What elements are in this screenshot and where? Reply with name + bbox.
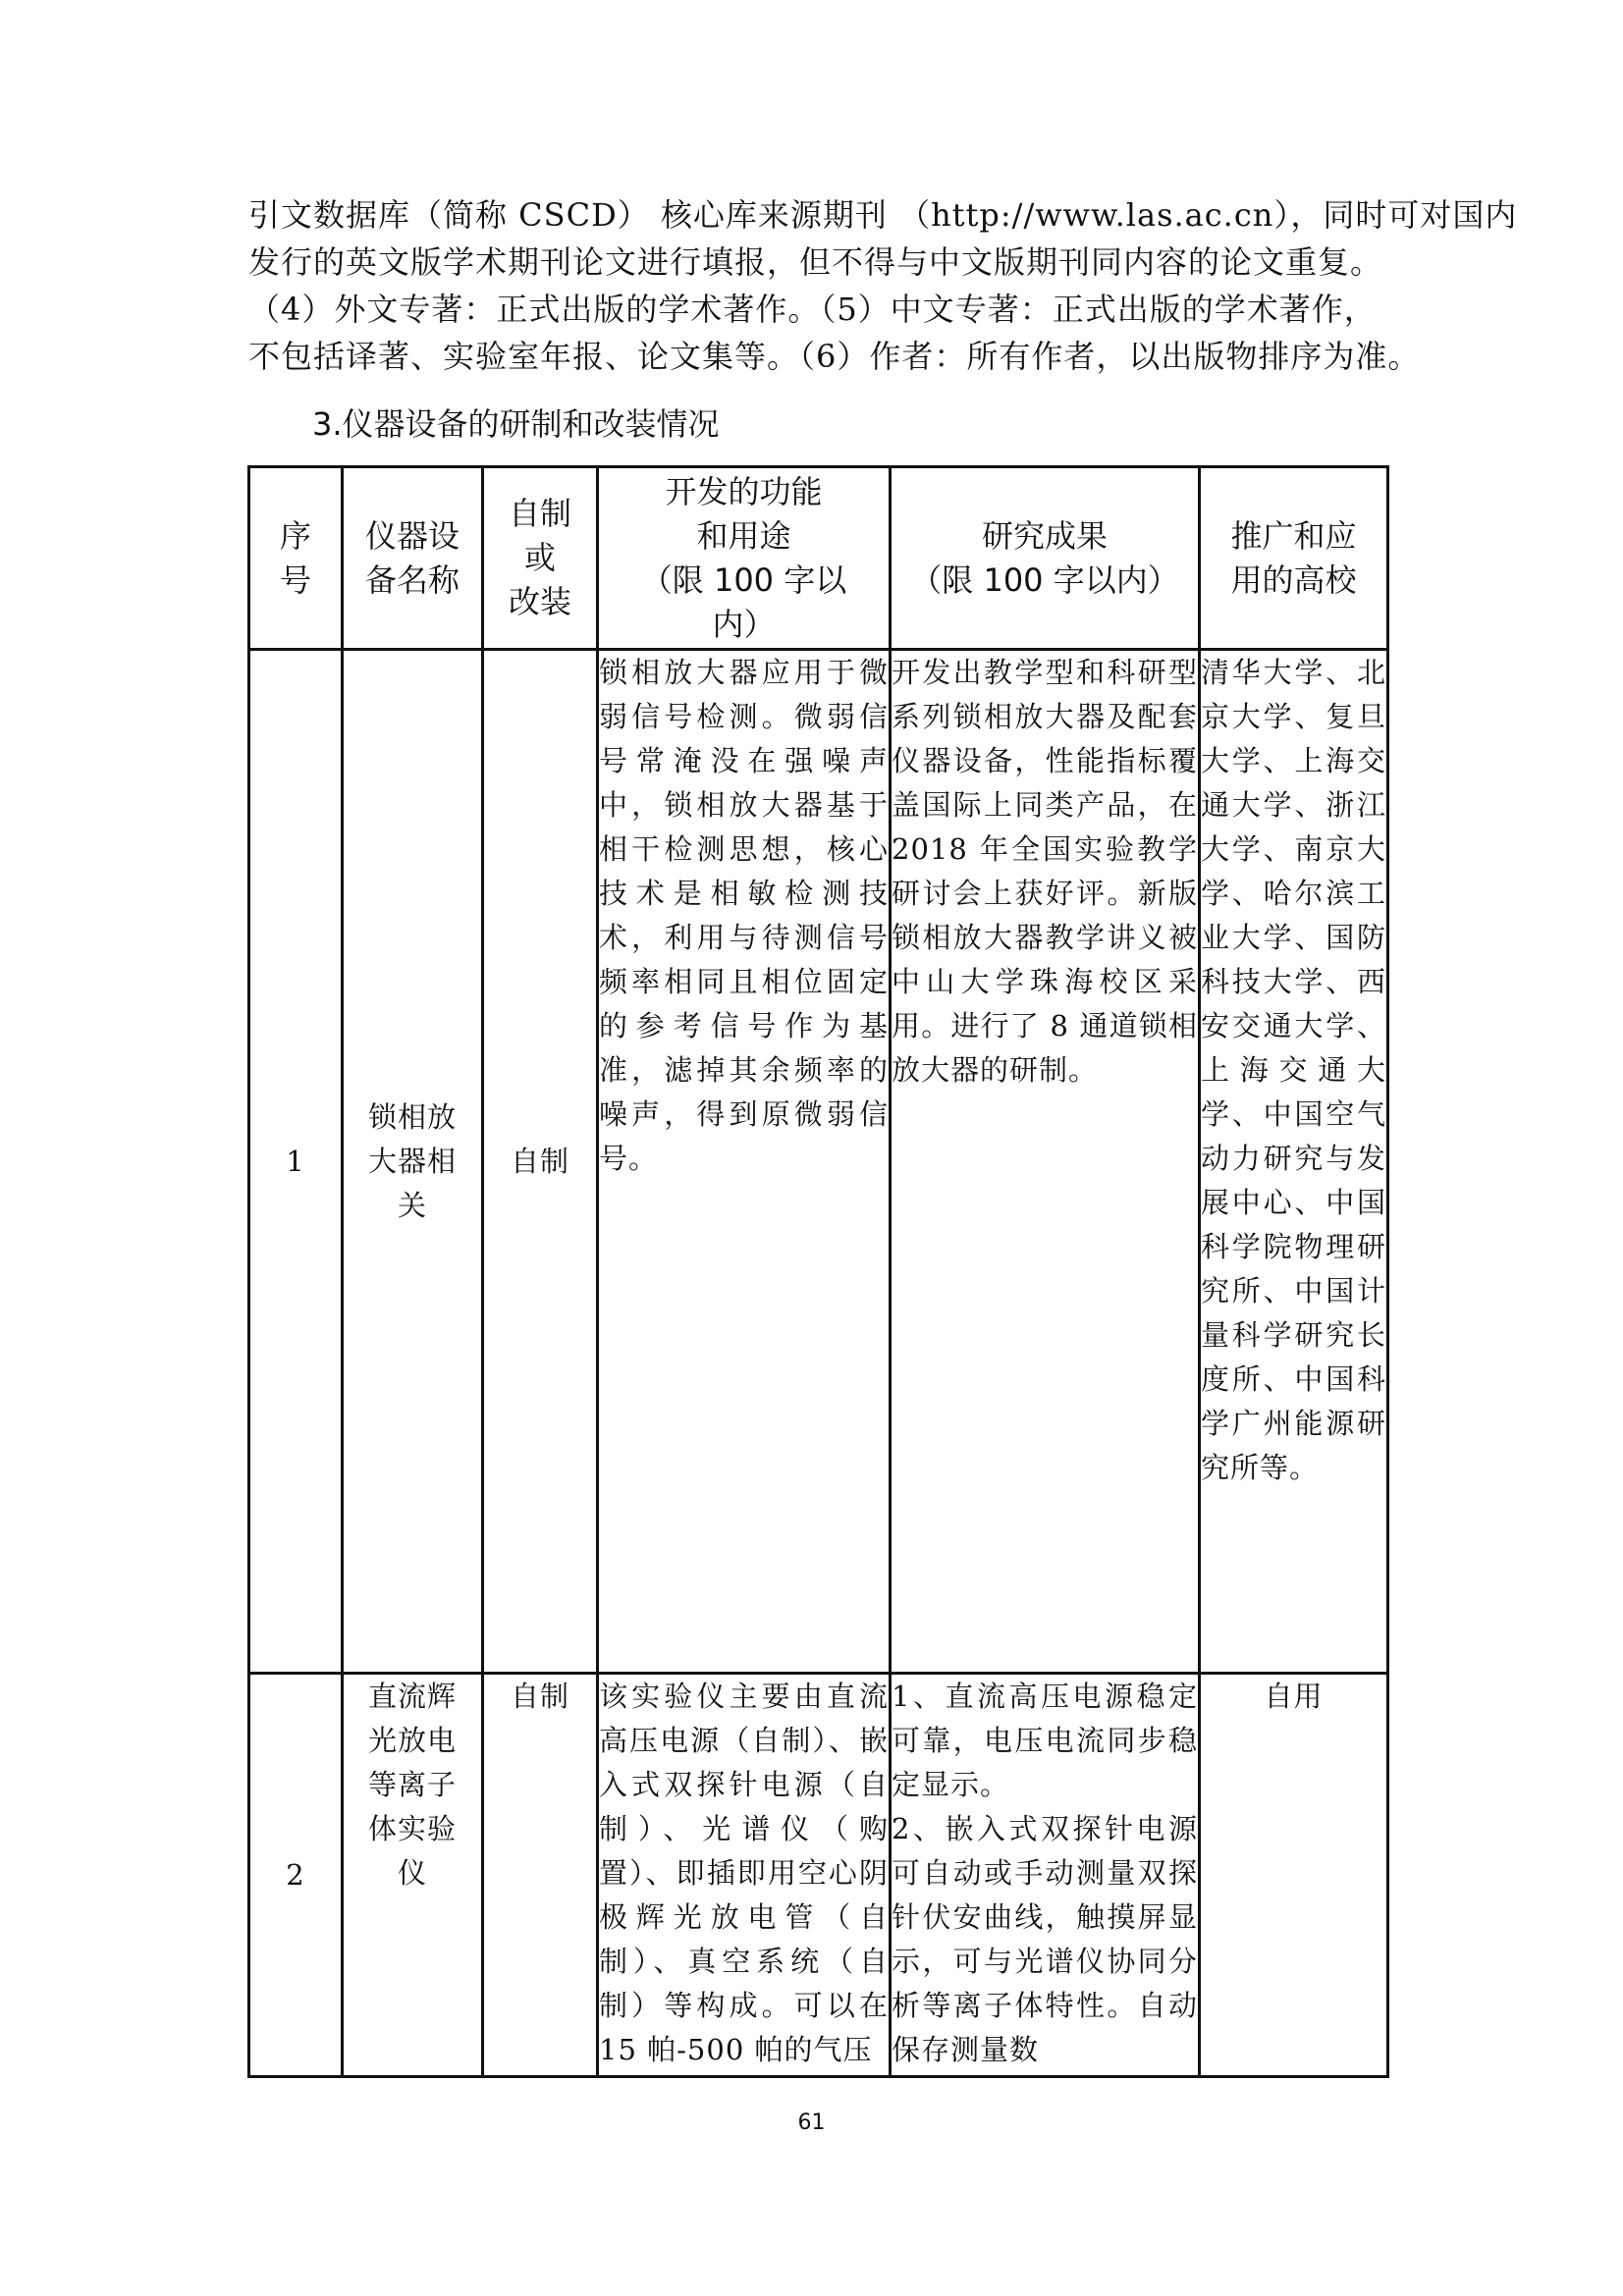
header-type: 自制 或 改装 xyxy=(483,467,598,650)
cell-index: 1 xyxy=(249,650,343,1674)
cell-results: 1、直流高压电源稳定可靠，电压电流同步稳定显示。 2、嵌入式双探针电源可自动或手动测量双探针伏安曲线，触摸屏显示，可与光谱仪协同分析等离子体特性。自动保存测量数 xyxy=(891,1674,1200,2077)
cell-universities: 自用 xyxy=(1200,1674,1388,2077)
intro-line: 发行的英文版学术期刊论文进行填报，但不得与中文版期刊同内容的论文重复。 xyxy=(248,243,1383,281)
cell-function: 锁相放大器应用于微弱信号检测。微弱信号常淹没在强噪声中，锁相放大器基于相干检测思想，核心技术是相敏检测技术，利用与待测信号频率相同且相位固定的参考信号作为基准，滤掉其余频率的噪声，得到原微弱信号。 xyxy=(598,650,891,1674)
header-function: 开发的功能 和用途 （限 100 字以 内） xyxy=(598,467,891,650)
cell-name: 直流辉 光放电 等离子 体实验 仪 xyxy=(343,1674,483,2077)
instrument-table xyxy=(247,465,1389,2078)
intro-line: 不包括译著、实验室年报、论文集等。（6）作者：所有作者，以出版物排序为准。 xyxy=(248,338,1421,375)
table-row xyxy=(249,1674,1388,2077)
section-heading: 3.仪器设备的研制和改装情况 xyxy=(312,405,720,443)
cell-name: 锁相放 大器相 关 xyxy=(343,650,483,1674)
table-header-row xyxy=(249,467,1388,650)
header-name: 仪器设 备名称 xyxy=(343,467,483,650)
header-results: 研究成果 （限 100 字以内） xyxy=(891,467,1200,650)
intro-line: （4）外文专著：正式出版的学术著作。（5）中文专著：正式出版的学术著作， xyxy=(248,291,1377,328)
cell-type: 自制 xyxy=(483,1674,598,2077)
cell-universities: 清华大学、北京大学、复旦大学、上海交通大学、浙江大学、南京大学、哈尔滨工业大学、国防科技大学、西安交通大学、上海交通大学、中国空气动力研究与发展中心、中国科学院物理研究所、中国计量科学研究长度所、中国科学广州能源研究所等。 xyxy=(1200,650,1388,1674)
cell-type: 自制 xyxy=(483,650,598,1674)
intro-line: 引文数据库（简称 CSCD） 核心库来源期刊 （http://www.las.ac.cn），同时可对国内 xyxy=(248,196,1518,234)
header-universities: 推广和应 用的高校 xyxy=(1200,467,1388,650)
intro-paragraph xyxy=(248,191,1518,380)
cell-index: 2 xyxy=(249,1674,343,2077)
header-index: 序 号 xyxy=(249,467,343,650)
cell-function: 该实验仪主要由直流高压电源（自制）、嵌入式双探针电源（自制）、光谱仪（购置）、即插即用空心阴极辉光放电管（自制）、真空系统（自制）等构成。可以在 15 帕-500 帕的气压 xyxy=(598,1674,891,2077)
page-number: 61 xyxy=(797,2110,826,2135)
cell-results: 开发出教学型和科研型系列锁相放大器及配套仪器设备，性能指标覆盖国际上同类产品，在 2018 年全国实验教学研讨会上获好评。新版锁相放大器教学讲义被中山大学珠海校区采用。进行了 8 通道锁相放大器的研制。 xyxy=(891,650,1200,1674)
table-row xyxy=(249,650,1388,1674)
